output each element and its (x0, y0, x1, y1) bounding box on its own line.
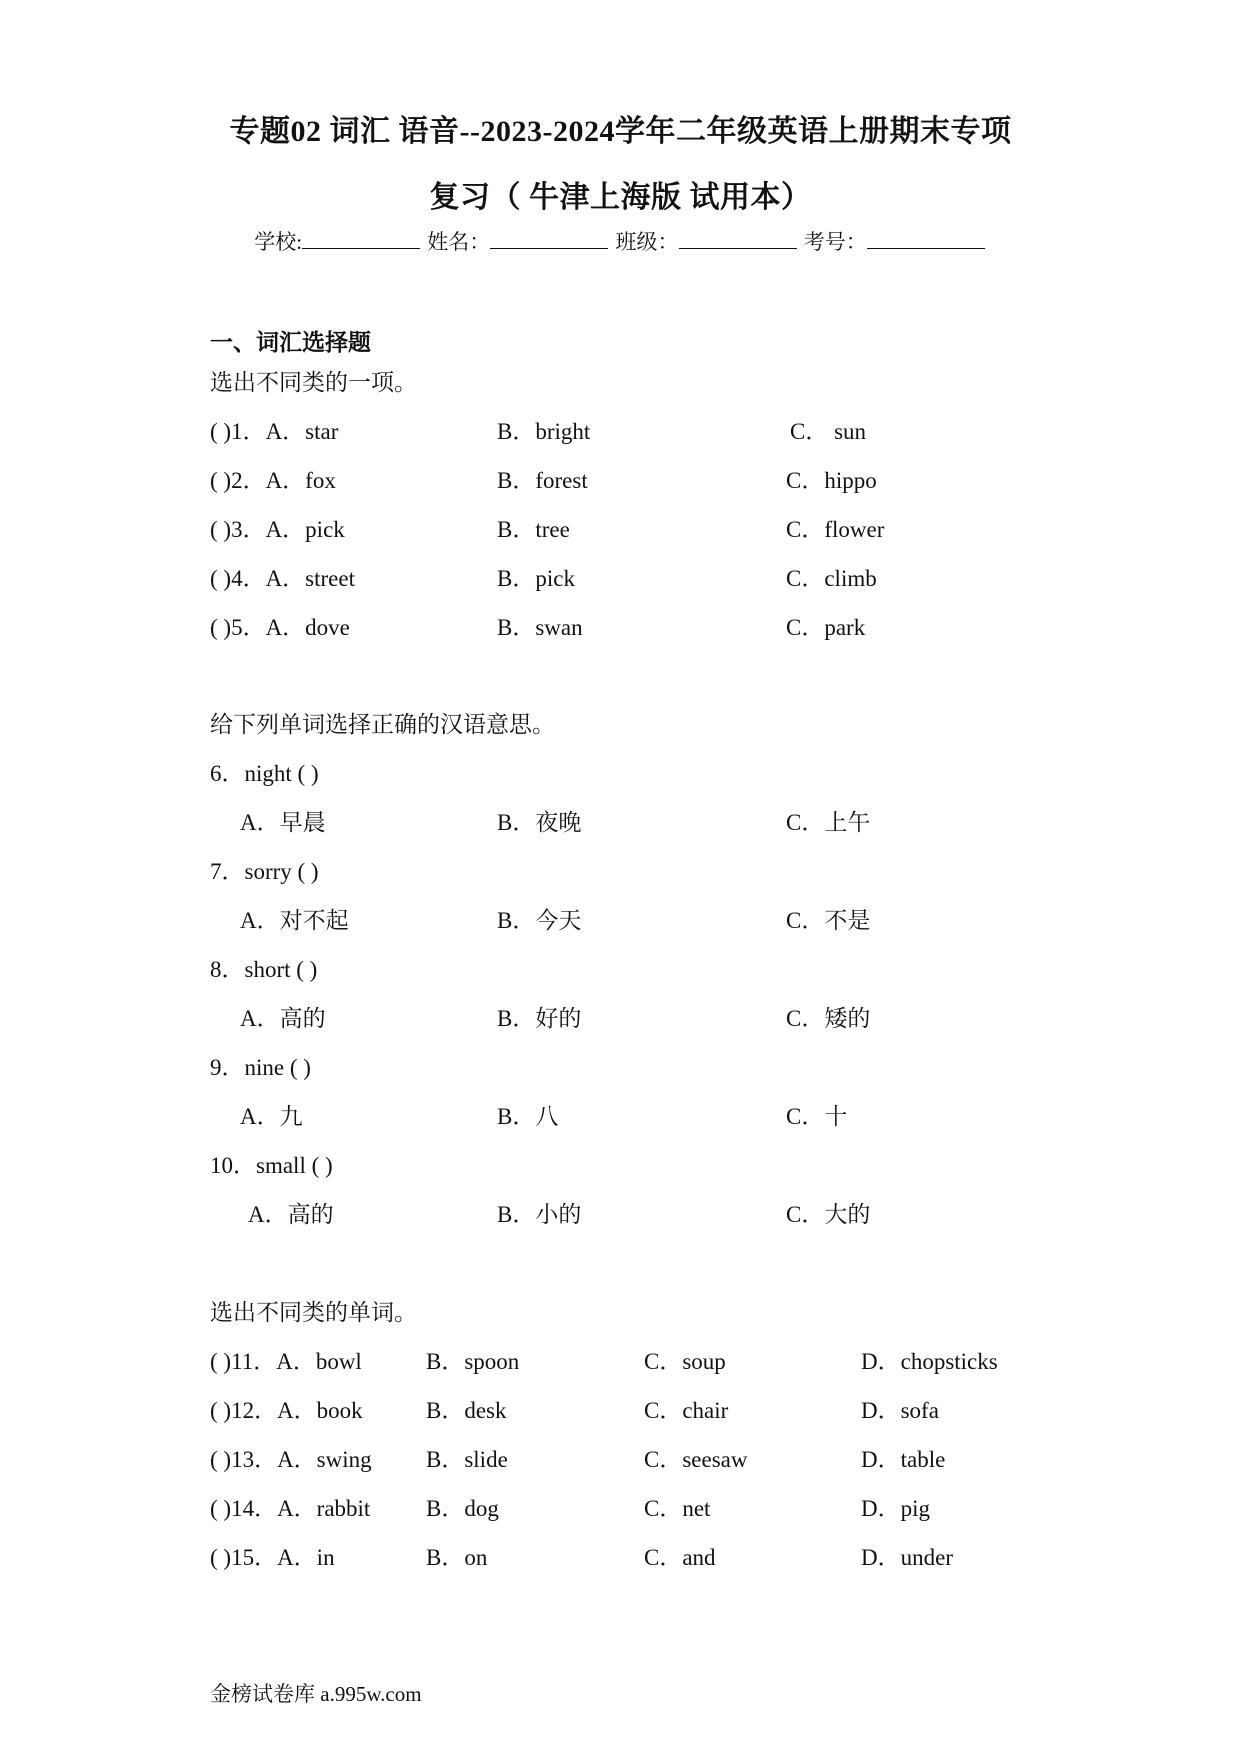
option-b: B．今天 (497, 908, 582, 933)
question-number-option-a: ( )4．A．street (210, 566, 355, 591)
option-c: C．上午 (786, 810, 871, 835)
option-c: C．net (644, 1496, 711, 1521)
option-c: C．hippo (786, 468, 877, 493)
option-b: B．小的 (497, 1202, 582, 1227)
document-title-line-1: 专题02 词汇 语音--2023-2024学年二年级英语上册期末专项 (229, 115, 1012, 148)
option-c: C．flower (786, 517, 885, 542)
option-a: A．高的 (248, 1202, 334, 1227)
option-a: A．高的 (240, 1006, 326, 1031)
option-b: B．spoon (426, 1349, 520, 1374)
question-number-option-a: ( )1．A．star (210, 419, 339, 444)
option-b: B．八 (497, 1104, 559, 1129)
option-c: C．大的 (786, 1202, 871, 1227)
option-b: B．slide (426, 1447, 508, 1472)
name-blank[interactable] (490, 228, 608, 249)
option-b: B．forest (497, 468, 588, 493)
option-d: D．under (861, 1545, 953, 1570)
question-number-option-a: ( )11．A．bowl (210, 1349, 362, 1374)
option-c: C．seesaw (644, 1447, 748, 1472)
option-c: C．and (644, 1545, 716, 1570)
part3-instruction: 选出不同类的单词。 (210, 1300, 417, 1325)
question-number-option-a: ( )2．A．fox (210, 468, 336, 493)
section-title: 一、词汇选择题 (210, 330, 371, 355)
question-number-option-a: ( )14．A．rabbit (210, 1496, 371, 1521)
question-number-option-a: ( )13．A．swing (210, 1447, 372, 1472)
student-info-line (0, 226, 1241, 256)
footer-watermark: 金榜试卷库 a.995w.com (210, 1682, 422, 1706)
option-c: C．soup (644, 1349, 726, 1374)
option-b: B．夜晚 (497, 810, 582, 835)
question-number-option-a: ( )3．A．pick (210, 517, 345, 542)
school-label: 学校: (254, 230, 303, 254)
option-b: B．on (426, 1545, 488, 1570)
document-title-line-2: 复习（ 牛津上海版 试用本） (429, 181, 812, 214)
option-d: D．table (861, 1447, 946, 1472)
question-number-option-a: ( )12．A．book (210, 1398, 363, 1423)
option-b: B．swan (497, 615, 583, 640)
class-label: 班级： (615, 230, 679, 254)
option-d: D．sofa (861, 1398, 939, 1423)
number-label: 考号： (803, 230, 867, 254)
option-a: A．对不起 (240, 908, 349, 933)
option-d: D．pig (861, 1496, 930, 1521)
option-c: C．climb (786, 566, 877, 591)
question-number-option-a: ( )5．A．dove (210, 615, 350, 640)
option-d: D．chopsticks (861, 1349, 998, 1374)
number-blank[interactable] (867, 228, 985, 249)
option-c: C．矮的 (786, 1006, 871, 1031)
question-stem-text: 8．short ( ) (210, 957, 318, 982)
question-stem-text: 9．nine ( ) (210, 1055, 311, 1080)
option-b: B．pick (497, 566, 575, 591)
option-a: A．早晨 (240, 810, 326, 835)
question-stem-text: 10．small ( ) (210, 1153, 333, 1178)
part2-instruction: 给下列单词选择正确的汉语意思。 (210, 712, 555, 737)
option-b: B．好的 (497, 1006, 582, 1031)
option-b: B．tree (497, 517, 570, 542)
option-c: C． sun (790, 419, 867, 444)
school-blank[interactable] (302, 228, 420, 249)
option-b: B．bright (497, 419, 591, 444)
class-blank[interactable] (679, 228, 797, 249)
option-c: C．不是 (786, 908, 871, 933)
option-c: C．chair (644, 1398, 729, 1423)
option-a: A．九 (240, 1104, 303, 1129)
part1-instruction: 选出不同类的一项。 (210, 370, 417, 395)
option-c: C．park (786, 615, 866, 640)
question-number-option-a: ( )15．A．in (210, 1545, 335, 1570)
question-stem-text: 7．sorry ( ) (210, 859, 319, 884)
option-b: B．dog (426, 1496, 499, 1521)
option-b: B．desk (426, 1398, 507, 1423)
option-c: C．十 (786, 1104, 848, 1129)
name-label: 姓名： (427, 230, 491, 254)
question-stem-text: 6．night ( ) (210, 761, 319, 786)
